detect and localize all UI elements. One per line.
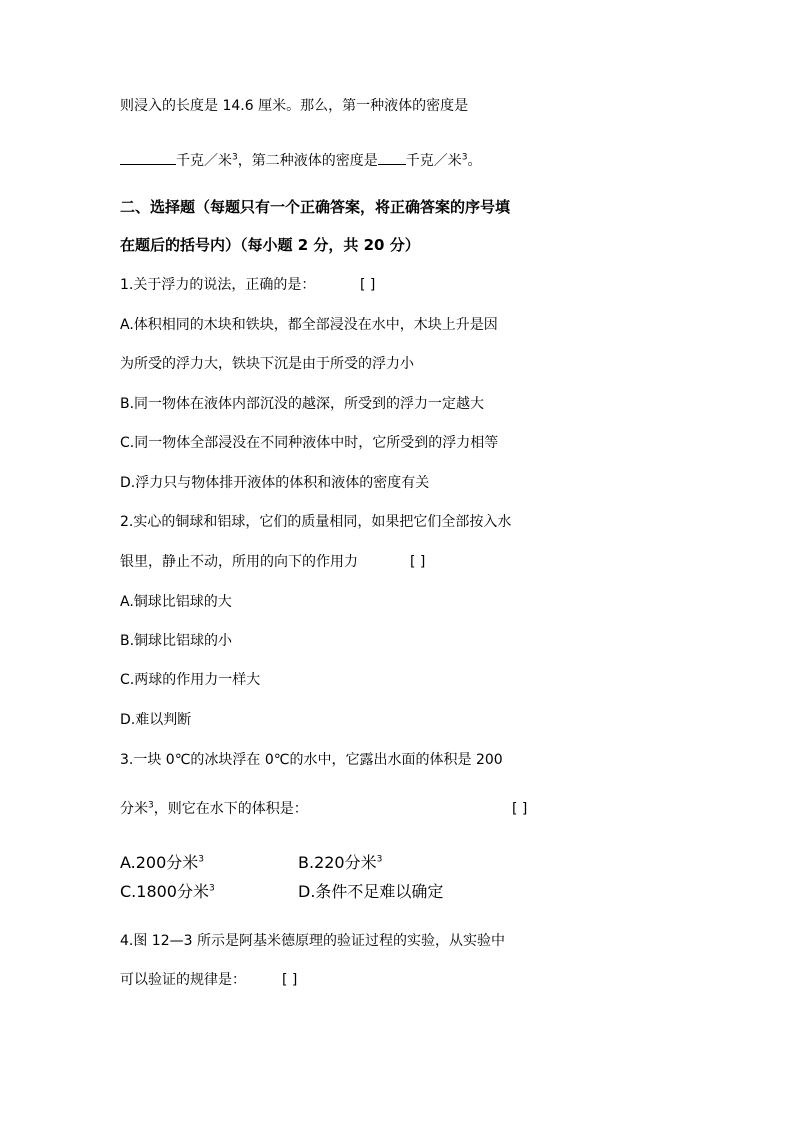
q1-option-d: D.浮力只与物体排开液体的体积和液体的密度有关 (120, 475, 430, 491)
q1-option-b: B.同一物体在液体内部沉没的越深，所受到的浮力一定越大 (120, 396, 485, 412)
q1-option-a-line-2: 为所受的浮力大，铁块下沉是由于所受的浮力小 (120, 356, 414, 372)
q2-option-b: B.铜球比铝球的小 (120, 633, 233, 649)
q2-stem-line-1: 2.实心的铜球和铝球，它们的质量相同，如果把它们全部按入水 (120, 514, 512, 530)
q3-stem-line-1: 3.一块 0℃的冰块浮在 0℃的水中，它露出水面的体积是 200 (120, 752, 503, 768)
q1-option-c: C.同一物体全部浸没在不同种液体中时，它所受到的浮力相等 (120, 435, 499, 451)
q1-option-a-line-1: A.体积相同的木块和铁块，都全部浸没在水中，木块上升是因 (120, 317, 498, 333)
q4-stem-line-2: 可以验证的规律是： (120, 972, 246, 988)
section-heading-line-2: 在题后的括号内）（每小题 2 分，共 20 分） (120, 236, 420, 254)
q2-answer-bracket[interactable]: [ ] (410, 554, 426, 570)
q3-stem-line-2: 分米$^3$，则它在水下的体积是： (120, 800, 308, 817)
q3-answer-bracket[interactable]: [ ] (512, 801, 528, 817)
q4-stem-line-1: 4.图 12—3 所示是阿基米德原理的验证过程的实验，从实验中 (120, 933, 505, 949)
q2-stem-line-2: 银里，静止不动，所用的向下的作用力 (120, 554, 358, 570)
q3-option-b: B.220分米$^3$ (298, 853, 383, 872)
answer-blank-2[interactable] (378, 150, 406, 165)
q3-option-d: D.条件不足难以确定 (298, 882, 444, 901)
q2-option-d: D.难以判断 (120, 712, 192, 728)
q1-stem: 1.关于浮力的说法，正确的是： (120, 277, 316, 293)
q2-option-a: A.铜球比铝球的大 (120, 594, 232, 610)
section-heading-line-1: 二、选择题（每题只有一个正确答案，将正确答案的序号填 (120, 198, 511, 216)
answer-blank-1[interactable] (120, 150, 176, 165)
intro-line-1: 则浸入的长度是 14.6 厘米。那么，第一种液体的密度是 (120, 98, 469, 114)
q4-answer-bracket[interactable]: [ ] (282, 972, 298, 988)
q3-option-c: C.1800分米$^3$ (120, 882, 215, 901)
q1-answer-bracket[interactable]: [ ] (360, 277, 376, 293)
intro-line-2: 千克／米$^3$，第二种液体的密度是 千克／米$^3$。 (120, 150, 481, 170)
q2-option-c: C.两球的作用力一样大 (120, 672, 261, 688)
q3-option-a: A.200分米$^3$ (120, 853, 205, 872)
